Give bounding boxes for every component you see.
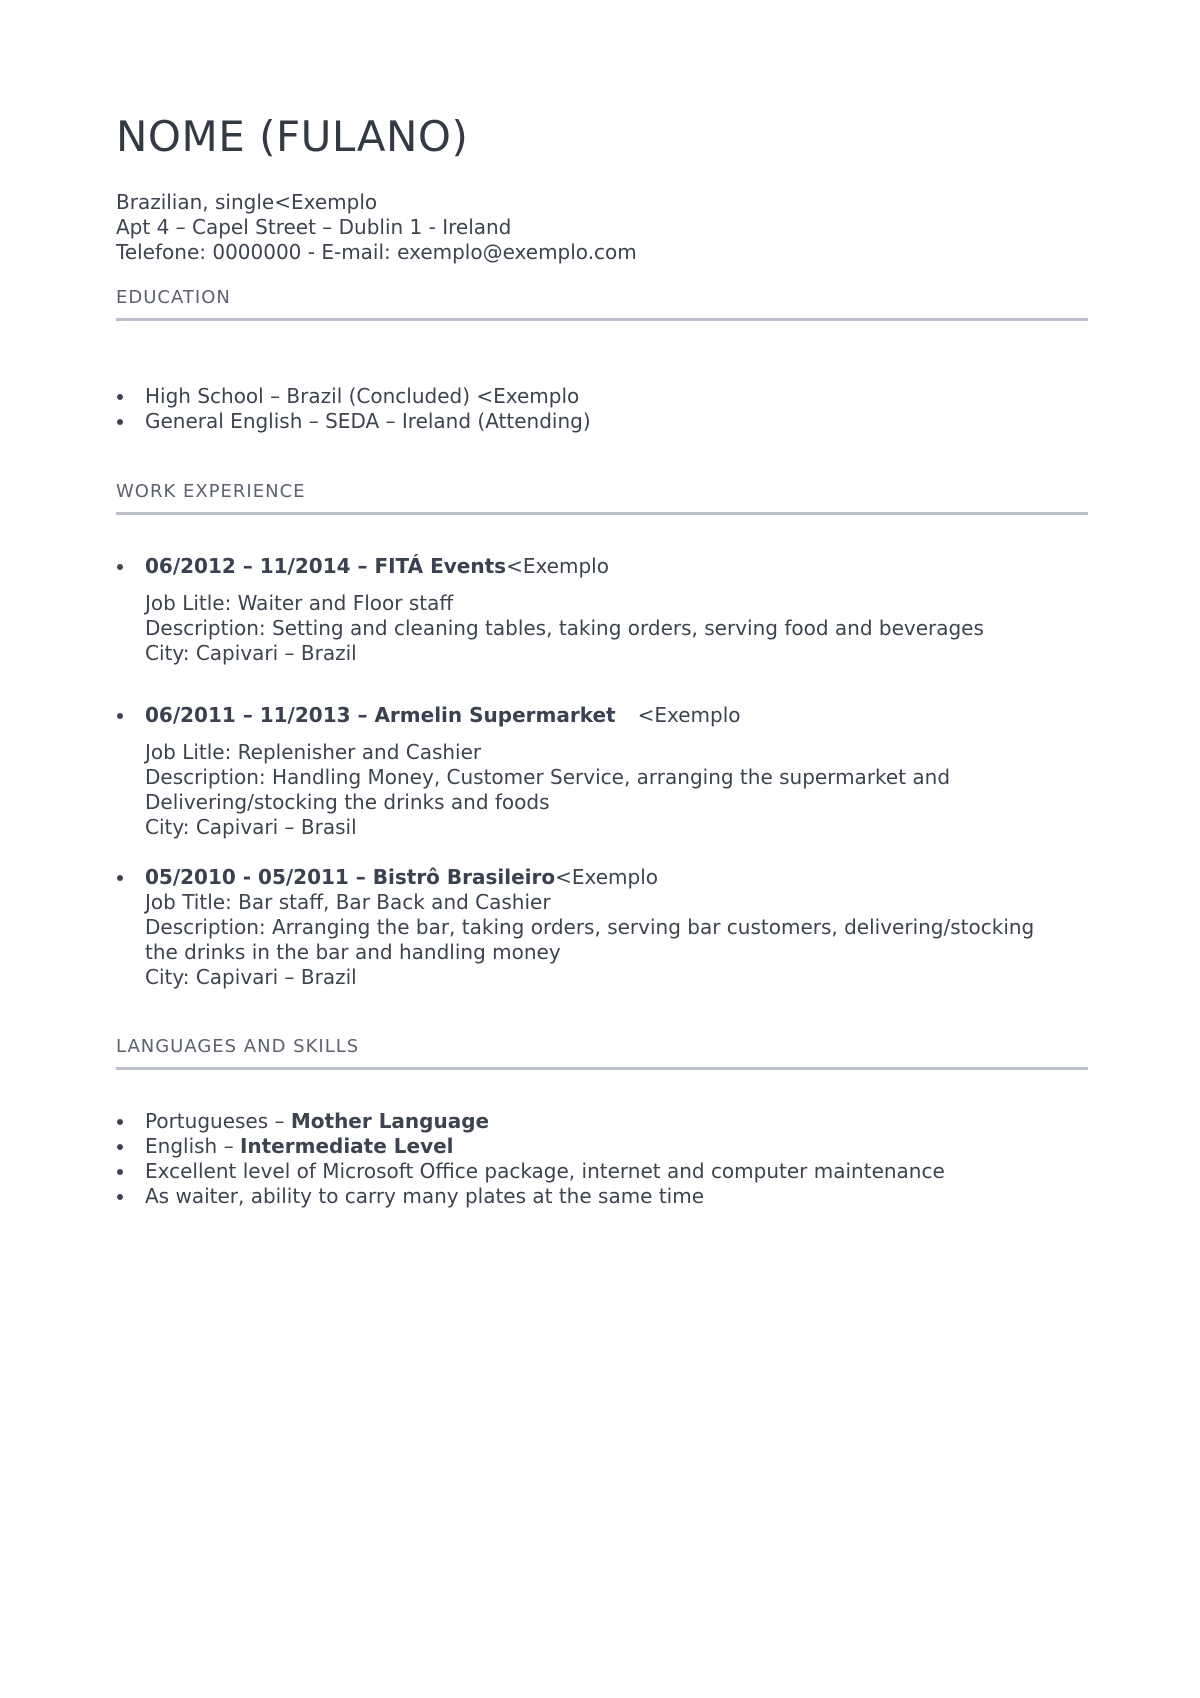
address: Apt 4 – Capel Street – Dublin 1 - Ireland [116, 215, 512, 239]
bullet-icon [117, 875, 123, 881]
bullet-icon [117, 713, 123, 719]
job-title: Job Litle: Waiter and Floor staff [145, 591, 454, 615]
list-item: English – Intermediate Level [116, 1134, 1088, 1159]
job-title: Job Title: Bar staff, Bar Back and Cashier [145, 890, 551, 914]
personal-info: Brazilian, single<Exemplo [116, 190, 378, 214]
work-title: WORK EXPERIENCE [116, 481, 306, 502]
work-section-header [116, 481, 1088, 515]
list-item: High School – Brazil (Concluded) <Exemplo [116, 384, 1088, 409]
candidate-name: NOME (FULANO) [116, 112, 469, 161]
list-item: As waiter, ability to carry many plates at the same time [116, 1184, 1088, 1209]
bullet-icon [117, 394, 123, 400]
job-entry [116, 865, 1088, 990]
section-divider [116, 1067, 1088, 1070]
list-item: Portugueses – Mother Language [116, 1109, 1088, 1134]
job-description: Description: Handling Money, Customer Service, arranging the supermarket and [145, 765, 951, 789]
job-note: <Exemplo [637, 703, 741, 727]
bullet-icon [117, 1119, 123, 1125]
job-city: City: Capivari – Brazil [145, 965, 357, 989]
job-heading [116, 865, 1088, 890]
job-heading [116, 554, 1088, 579]
job-description: Description: Arranging the bar, taking orders, serving bar customers, delivering/stocking [145, 915, 1035, 939]
job-note: <Exemplo [506, 554, 609, 578]
education-title: EDUCATION [116, 287, 231, 308]
skills-list [116, 1109, 1088, 1209]
phone-email: Telefone: 0000000 - E-mail: exemplo@exemplo.com [116, 240, 637, 264]
job-dates-employer: 06/2012 – 11/2014 – FITÁ Events [145, 554, 507, 578]
section-divider [116, 512, 1088, 515]
bullet-icon [117, 1194, 123, 1200]
job-entry [116, 703, 1088, 840]
bullet-icon [117, 1169, 123, 1175]
job-details [116, 591, 1088, 666]
job-city: City: Capivari – Brazil [145, 641, 357, 665]
skills-section-header [116, 1036, 1088, 1070]
job-entry [116, 554, 1088, 666]
bullet-icon [117, 1144, 123, 1150]
contact-block [116, 190, 637, 265]
list-item: General English – SEDA – Ireland (Attending) [116, 409, 1088, 434]
bullet-icon [117, 564, 123, 570]
list-item: Excellent level of Microsoft Office package, internet and computer maintenance [116, 1159, 1088, 1184]
education-section-header [116, 287, 1088, 321]
job-dates-employer: 06/2011 – 11/2013 – Armelin Supermarket [145, 703, 616, 727]
bullet-icon [117, 419, 123, 425]
job-description-continued: the drinks in the bar and handling money [145, 940, 561, 964]
job-description-continued: Delivering/stocking the drinks and foods [145, 790, 550, 814]
job-details [116, 890, 1088, 990]
section-divider [116, 318, 1088, 321]
job-city: City: Capivari – Brasil [145, 815, 357, 839]
job-description: Description: Setting and cleaning tables, taking orders, serving food and beverages [145, 616, 984, 640]
job-note: <Exemplo [555, 865, 659, 889]
job-title: Job Litle: Replenisher and Cashier [145, 740, 482, 764]
job-dates-employer: 05/2010 - 05/2011 – Bistrô Brasileiro [145, 865, 556, 889]
education-list [116, 384, 1088, 434]
skills-title: LANGUAGES AND SKILLS [116, 1036, 360, 1057]
job-details [116, 740, 1088, 840]
job-heading [116, 703, 1088, 728]
